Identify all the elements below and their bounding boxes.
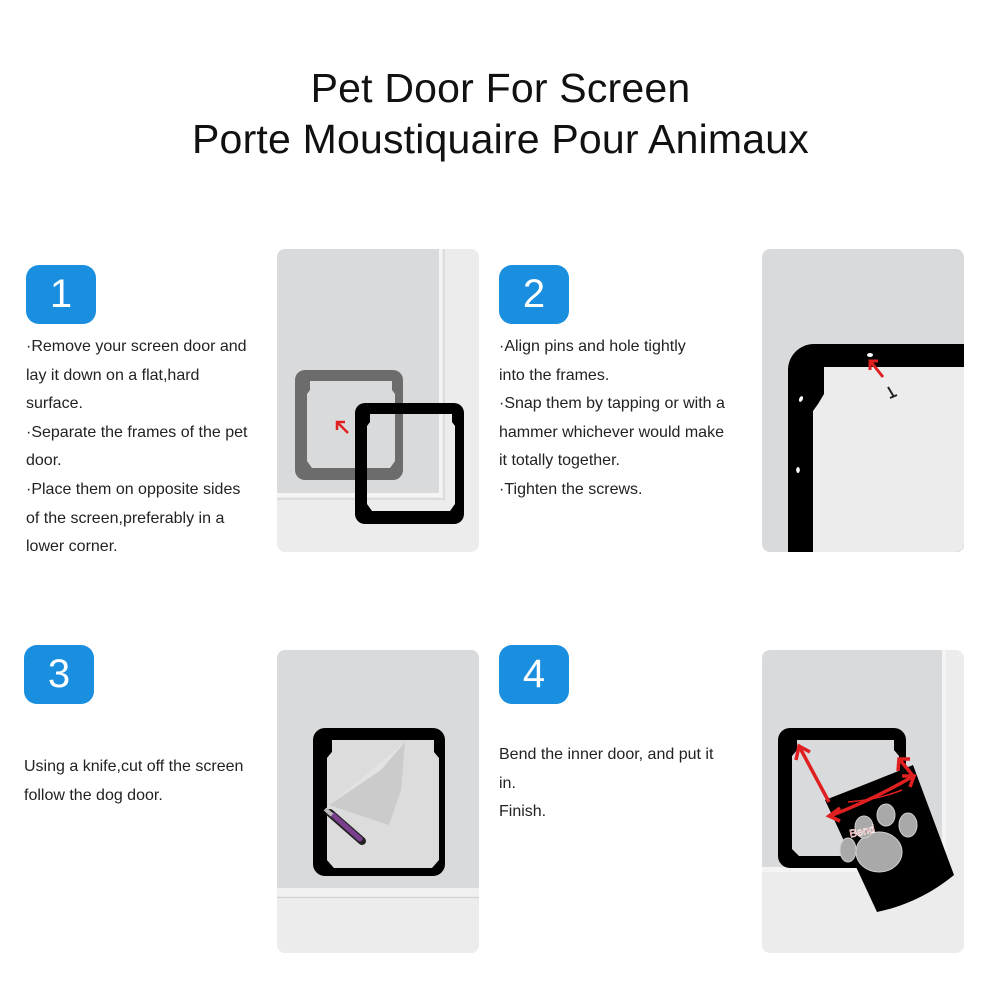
step-4-illustration xyxy=(762,650,964,953)
knife-cut-illustration xyxy=(277,650,479,953)
step-3-illustration xyxy=(277,650,479,953)
step-2-line: it totally together. xyxy=(499,452,620,470)
step-1-line: ·Place them on opposite sides xyxy=(26,480,241,498)
step-3-line: follow the dog door. xyxy=(24,786,163,804)
step-1-line: ·Remove your screen door and xyxy=(26,338,247,355)
pin-hole-icon xyxy=(796,467,800,473)
step-2-illustration xyxy=(762,249,964,552)
step-4-line: Finish. xyxy=(499,803,547,821)
step-1-line: lay it down on a flat,hard xyxy=(26,366,200,384)
step-2-line: hammer whichever would make xyxy=(499,423,724,441)
step-4-badge: 4 xyxy=(499,645,569,704)
step-4-instructions xyxy=(499,741,759,827)
step-3-badge: 3 xyxy=(24,645,94,704)
step-3-line: Using a knife,cut off the screen xyxy=(24,758,244,775)
step-1-line: lower corner. xyxy=(26,538,118,556)
pin-hole-icon xyxy=(867,353,873,357)
step-1-line: of the screen,preferably in a xyxy=(26,509,225,527)
step-2-line: ·Snap them by tapping or with a xyxy=(499,395,725,413)
step-3-instructions xyxy=(24,753,279,810)
step-2-line: ·Tighten the screws. xyxy=(499,480,643,498)
step-4-line: in. xyxy=(499,774,516,792)
step-2-badge: 2 xyxy=(499,265,569,324)
page-subtitle: Porte Moustiquaire Pour Animaux xyxy=(192,116,809,162)
bend-label: Bend xyxy=(848,823,877,841)
page-title: Pet Door For Screen xyxy=(310,65,691,111)
two-frames-illustration xyxy=(277,249,479,552)
step-1-illustration xyxy=(277,249,479,552)
bend-flap-illustration xyxy=(762,650,964,953)
step-2-line: ·Align pins and hole tightly xyxy=(499,338,686,355)
step-1-line: door. xyxy=(26,452,62,470)
step-1-line: surface. xyxy=(26,395,83,413)
step-1-line: ·Separate the frames of the pet xyxy=(26,423,248,441)
step-2-line: into the frames. xyxy=(499,366,610,384)
step-1-badge: 1 xyxy=(26,265,96,324)
step-2-instructions xyxy=(499,333,759,505)
step-4-line: Bend the inner door, and put it xyxy=(499,746,714,763)
step-1-instructions xyxy=(26,333,276,562)
frame-corner-illustration xyxy=(762,249,964,552)
